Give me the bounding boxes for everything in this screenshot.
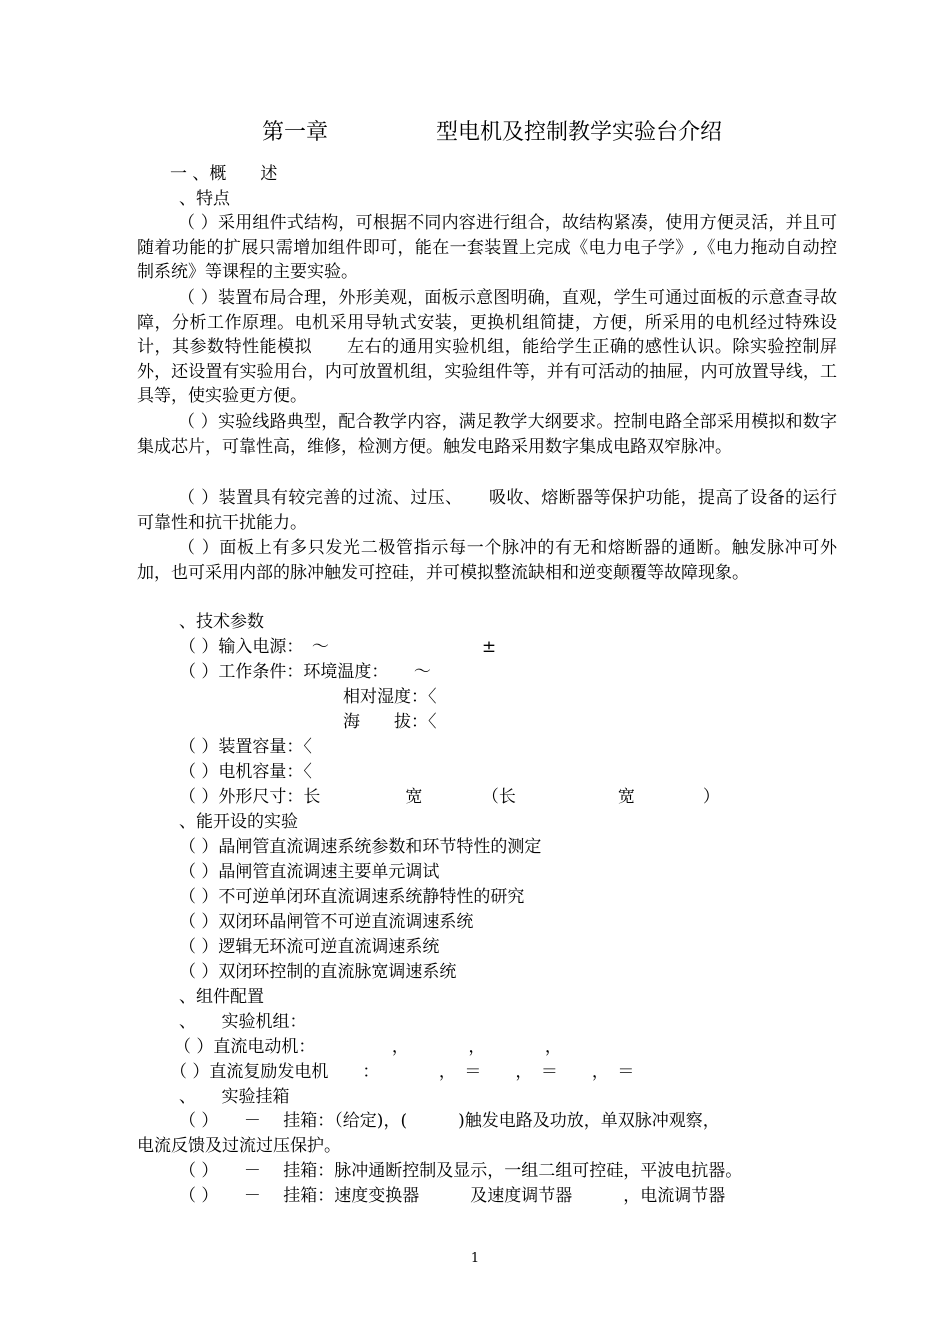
experiment-item: （ ）双闭环晶闸管不可逆直流调速系统 [179, 912, 474, 932]
tech-humidity: 相对湿度：〈 [343, 687, 437, 707]
feature-paragraph: （ ）实验线路典型，配合教学内容，满足教学大纲要求。控制电路全部采用模拟和数字集成芯片，可靠性高，维修，检测方便。触发电路采用数字集成电路双窄脉冲。 [137, 412, 837, 457]
config-box-1-cont: 电流反馈及过流过压保护。 [137, 1136, 341, 1156]
config-box-1: （ ） － 挂箱：（给定)，( )触发电路及功放，单双脉冲观察， [179, 1111, 720, 1131]
page-number: 1 [470, 1251, 480, 1266]
config-dc-generator: （ ）直流复励发电机 ： ， ＝ ， ＝ ， ＝ [170, 1062, 635, 1082]
config-dc-motor: （ ）直流电动机： ， ， ， [174, 1037, 562, 1057]
experiment-item: （ ）晶闸管直流调速主要单元调试 [179, 862, 440, 882]
chapter-name: 型电机及控制教学实验台介绍 [436, 120, 723, 145]
subsection-experiments: 、能开设的实验 [179, 812, 298, 832]
tech-dimensions: （ ）外形尺寸：长 宽 （长 宽 ） [179, 787, 720, 807]
tech-input-power: （ ）输入电源： ～ ± [179, 637, 497, 657]
tech-working-conditions: （ ）工作条件：环境温度： ～ [179, 662, 431, 682]
config-box-3: （ ） － 挂箱：速度变换器 及速度调节器 ，电流调节器 [179, 1186, 726, 1206]
tech-motor-capacity: （ ）电机容量：〈 [179, 762, 312, 782]
experiment-item: （ ）逻辑无环流可逆直流调速系统 [179, 937, 440, 957]
feature-paragraph: （ ）面板上有多只发光二极管指示每一个脉冲的有无和熔断器的通断。触发脉冲可外加，也可采用内部的脉冲触发可控硅，并可模拟整流缺相和逆变颠覆等故障现象。 [137, 538, 837, 583]
experiment-item: （ ）双闭环控制的直流脉宽调速系统 [179, 962, 457, 982]
config-hanging-box-heading: 、 实验挂箱 [179, 1087, 290, 1107]
subsection-components: 、组件配置 [179, 987, 264, 1007]
tech-device-capacity: （ ）装置容量：〈 [179, 737, 312, 757]
config-box-2: （ ） － 挂箱：脉冲通断控制及显示，一组二组可控硅，平波电抗器。 [179, 1161, 743, 1181]
section-overview-heading: 一 、概 述 [170, 164, 278, 184]
feature-paragraph: （ ）采用组件式结构，可根据不同内容进行组合，故结构紧凑，使用方便灵活，并且可随着功能的扩展只需增加组件即可，能在一套装置上完成《电力电子学》,《电力拖动自动控制系统》等课程的主要实验。 [137, 213, 837, 283]
experiment-item: （ ）不可逆单闭环直流调速系统静特性的研究 [179, 887, 525, 907]
feature-paragraph: （ ）装置具有较完善的过流、过压、 吸收、熔断器等保护功能，提高了设备的运行可靠性和抗干扰能力。 [137, 488, 837, 533]
feature-paragraph: （ ）装置布局合理，外形美观，面板示意图明确，直观，学生可通过面板的示意查寻故障，分析工作原理。电机采用导轨式安装，更换机组简捷，方便，所采用的电机经过特殊设计，其参数特性能模拟 左右的通用实验机组，能给学生正确的感性认识。除实验控制屏外，还设置有实验用台，内可放置机组，实验组件等，并有可活动的抽屉，内可放置导线，工具等，使实验更方便。 [137, 288, 837, 407]
experiment-item: （ ）晶闸管直流调速系统参数和环节特性的测定 [179, 837, 542, 857]
subsection-tech-params: 、技术参数 [179, 612, 264, 632]
config-unit-heading: 、 实验机组： [179, 1012, 307, 1032]
subsection-features: 、特点 [179, 189, 230, 209]
chapter-number: 第一章 [262, 120, 329, 145]
tech-altitude: 海 拔：〈 [343, 712, 437, 732]
